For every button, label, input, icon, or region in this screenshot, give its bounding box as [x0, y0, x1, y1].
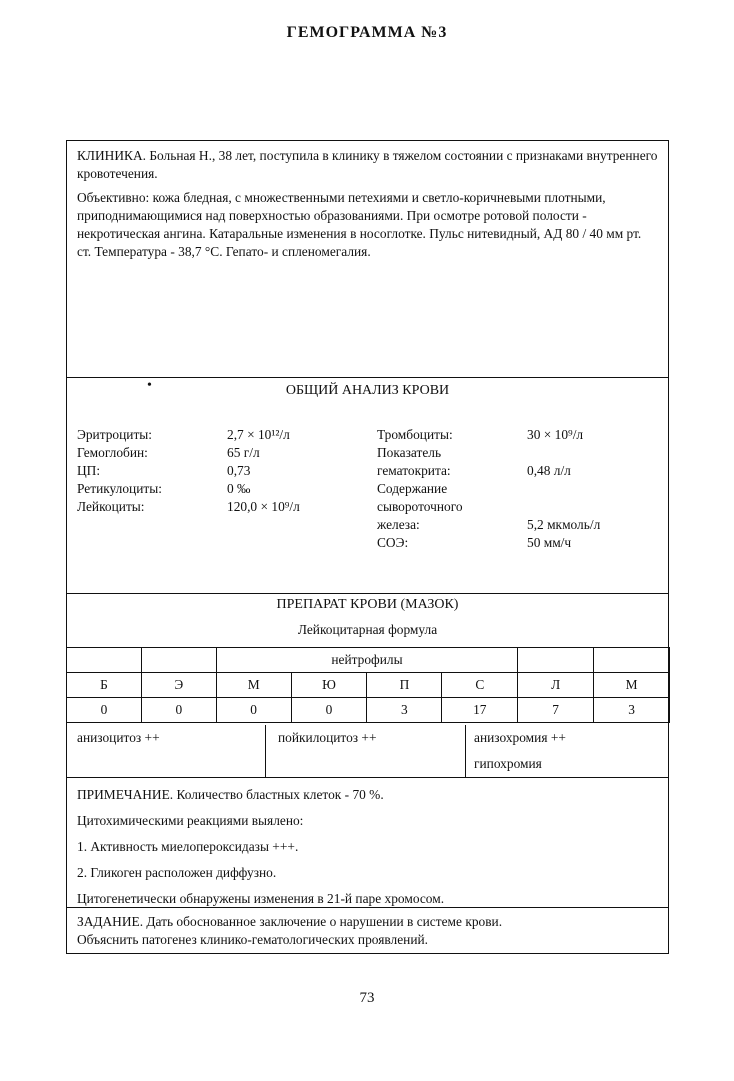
table-row [67, 698, 670, 723]
right-label-4: Содержание [377, 481, 448, 496]
ink-dot: • [147, 378, 152, 393]
leukocyte-formula-table [66, 647, 670, 723]
smear-header: ПРЕПАРАТ КРОВИ (МАЗОК) [276, 597, 459, 612]
table-cell: 0 [291, 698, 367, 723]
column-header: Л [518, 673, 594, 698]
table-cell [141, 648, 216, 673]
table-cell: 0 [216, 698, 291, 723]
smear-section [67, 594, 668, 929]
blood-test-header: ОБЩИЙ АНАЛИЗ КРОВИ [285, 383, 450, 398]
blood-test-section [67, 378, 668, 594]
poikilocytosis-text: пойкилоцитоз ++ [278, 730, 377, 745]
column-header: Ю [291, 673, 367, 698]
left-value-1: 2,7 × 10¹²/л [227, 427, 290, 442]
task-line-2: Объяснить патогенез клинико-гематологических проявлений. [77, 932, 428, 947]
table-cell [67, 648, 142, 673]
clinic-text-1: КЛИНИКА. Больная Н., 38 лет, поступила в клинику в тяжелом состоянии с признаками внутреннего кровотечения. [77, 148, 658, 181]
table-cell: 17 [442, 698, 518, 723]
table-cell [594, 648, 670, 673]
neutrophils-group-label: нейтрофилы [216, 648, 518, 673]
morphology-cell [466, 725, 670, 777]
left-value-5: 120,0 × 10⁹/л [227, 499, 300, 514]
note-line-2: Цитохимическими реакциями выялено: [77, 813, 304, 828]
left-label-3: ЦП: [77, 463, 101, 478]
table-cell [518, 648, 594, 673]
case-card [66, 140, 669, 954]
right-value-7: 50 мм/ч [527, 535, 572, 550]
left-label-4: Ретикулоциты: [77, 481, 162, 496]
left-value-2: 65 г/л [227, 445, 260, 460]
table-row [67, 673, 670, 698]
left-label-5: Лейкоциты: [77, 499, 145, 514]
clinic-section [67, 141, 668, 378]
column-header: Б [67, 673, 142, 698]
table-cell: 0 [141, 698, 216, 723]
right-label-3: гематокрита: [377, 463, 451, 478]
anisocytosis-text: анизоцитоз ++ [77, 730, 160, 745]
note-line-5: Цитогенетически обнаружены изменения в 21-й паре хромосом. [77, 891, 445, 906]
table-row [67, 648, 670, 673]
right-label-2: Показатель [377, 445, 442, 460]
right-label-6: железа: [377, 517, 420, 532]
table-cell: 7 [518, 698, 594, 723]
clinic-text-2: Объективно: кожа бледная, с множественными петехиями и светло-коричневыми плотными, приподнимающимися над поверхностью образованиями. При осмотре ротовой полости - некротическая ангина. Катаральные изменения в носоглотке. Пульс нитевидный, АД 80 / 40 мм рт. ст. Температура - 38,7 °С. Гепато- и спленомегалия. [77, 190, 642, 259]
column-header: С [442, 673, 518, 698]
anisochromia-text: анизохромия ++ [474, 730, 566, 745]
table-cell: 0 [67, 698, 142, 723]
left-value-3: 0,73 [227, 463, 251, 478]
right-value-6: 5,2 мкмоль/л [527, 517, 601, 532]
right-label-7: СОЭ: [377, 535, 409, 550]
task-line-1: ЗАДАНИЕ. Дать обоснованное заключение о нарушении в системе крови. [77, 914, 503, 929]
note-line-1: ПРИМЕЧАНИЕ. Количество бластных клеток - 70 %. [77, 787, 384, 802]
column-header: Э [141, 673, 216, 698]
note-line-3: 1. Активность миелопероксидазы +++. [77, 839, 299, 854]
task-section [67, 907, 668, 955]
right-label-1: Тромбоциты: [377, 427, 453, 442]
smear-subheader: Лейкоцитарная формула [297, 622, 438, 637]
table-cell: 3 [594, 698, 670, 723]
hypochromia-text: гипохромия [474, 756, 542, 771]
right-value-3: 0,48 л/л [527, 463, 571, 478]
left-label-1: Эритроциты: [77, 427, 153, 442]
page-number: 73 [359, 990, 375, 1006]
morphology-cell [67, 725, 266, 777]
note-line-4: 2. Гликоген расположен диффузно. [77, 865, 277, 880]
morphology-row [67, 725, 668, 778]
left-value-4: 0 ‰ [227, 481, 251, 496]
column-header: М [216, 673, 291, 698]
column-header: М [594, 673, 670, 698]
page-title: ГЕМОГРАММА №3 [286, 24, 448, 41]
left-label-2: Гемоглобин: [77, 445, 148, 460]
right-value-1: 30 × 10⁹/л [527, 427, 584, 442]
right-label-5: сывороточного [377, 499, 463, 514]
column-header: П [367, 673, 442, 698]
table-cell: 3 [367, 698, 442, 723]
morphology-cell [266, 725, 466, 777]
